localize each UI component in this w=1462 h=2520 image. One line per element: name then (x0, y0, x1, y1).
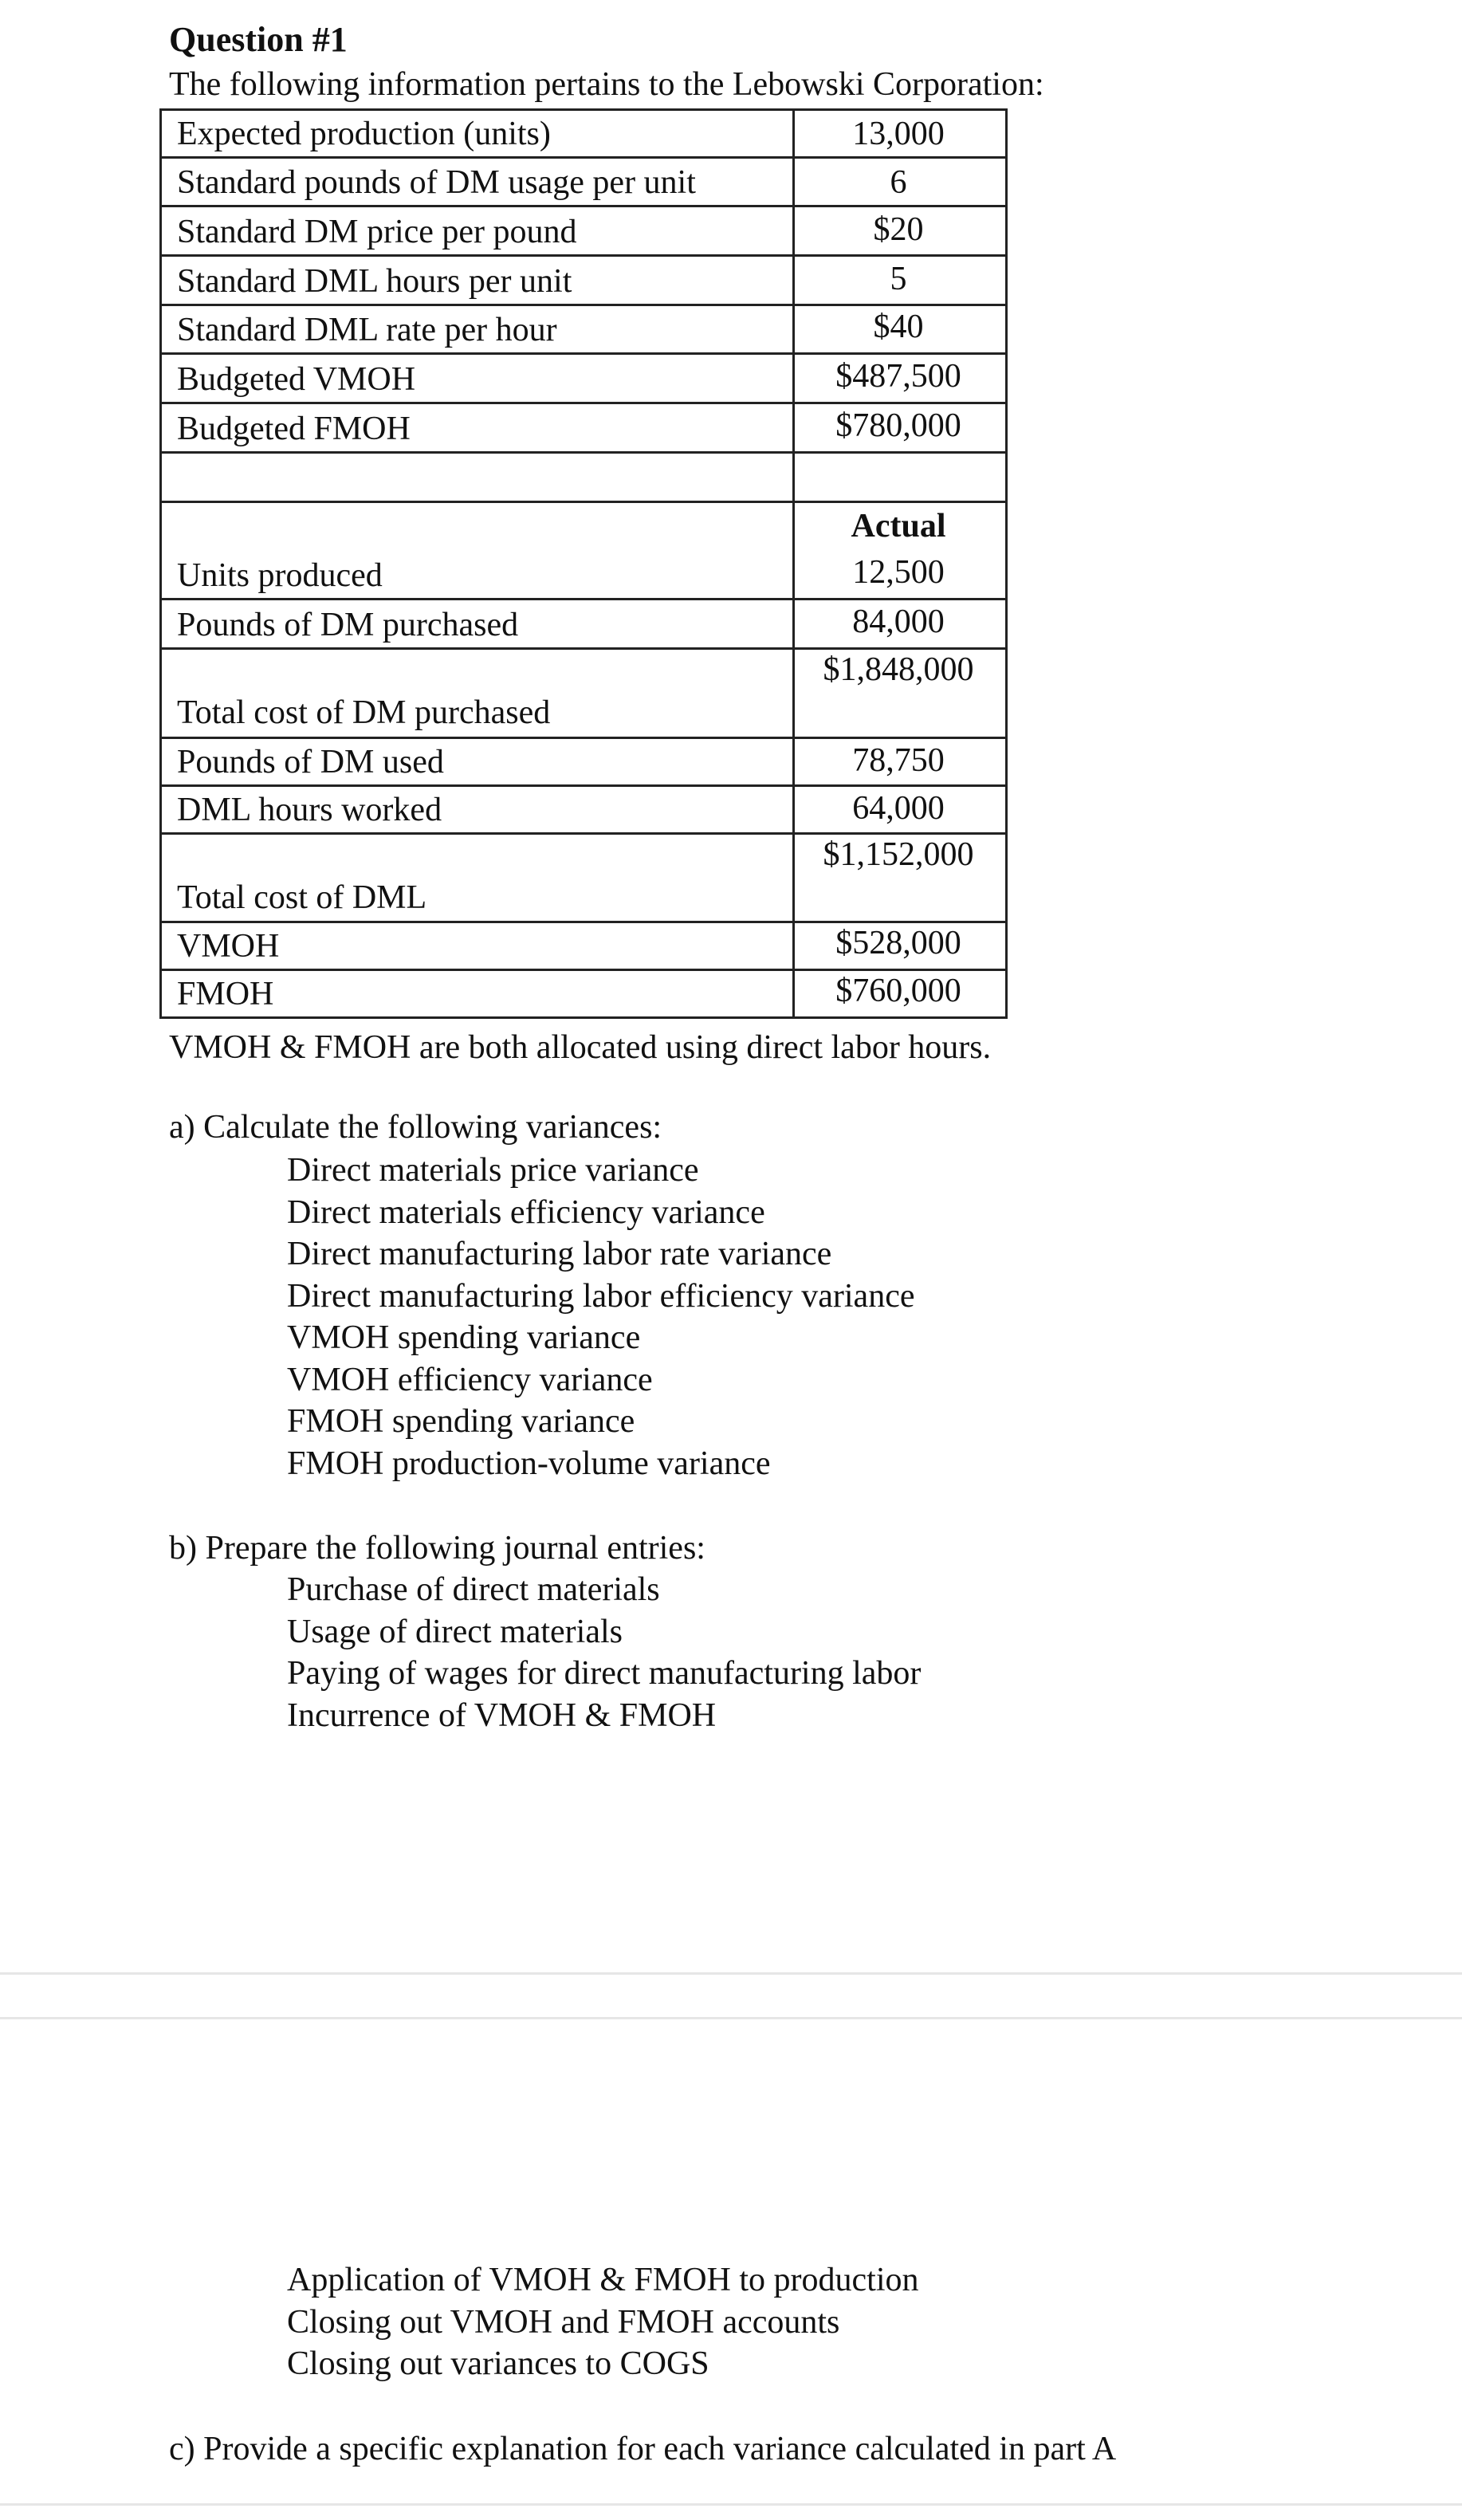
page-divider (0, 2503, 1462, 2506)
table-rule (159, 1016, 1008, 1019)
row-value-total-cost-dm: $1,848,000 (823, 651, 974, 688)
data-table (159, 108, 1008, 1019)
part-b-list-continued (287, 2259, 919, 2385)
table-border-left (159, 108, 162, 1019)
row-label-dml-hours: DML hours worked (177, 792, 442, 828)
row-value-budgeted-fmoh: $780,000 (835, 407, 961, 444)
row-value-dm-used: 78,750 (852, 742, 945, 779)
list-item: VMOH efficiency variance (287, 1361, 653, 1398)
row-value-std-dml-hours: 5 (890, 261, 907, 297)
part-a-list (287, 1150, 914, 1484)
list-item: Incurrence of VMOH & FMOH (287, 1696, 717, 1734)
table-rule (159, 451, 1008, 454)
list-item: Direct manufacturing labor rate variance (287, 1236, 832, 1272)
list-item: Closing out variances to COGS (287, 2345, 709, 2382)
row-value-dml-hours: 64,000 (852, 790, 945, 827)
row-label-total-cost-dml: Total cost of DML (177, 879, 427, 916)
row-value-fmoh: $760,000 (835, 973, 961, 1009)
list-item: Usage of direct materials (287, 1613, 623, 1650)
row-value-std-dml-rate: $40 (873, 309, 924, 345)
list-item: Paying of wages for direct manufacturing labor (287, 1655, 922, 1692)
row-label-total-cost-dm: Total cost of DM purchased (177, 694, 551, 731)
row-value-vmoh: $528,000 (835, 925, 961, 961)
page-divider (0, 1972, 1462, 1975)
row-label-expected-production: Expected production (units) (177, 116, 551, 152)
actual-column-header: Actual (851, 508, 946, 544)
part-c-heading: c) Provide a specific explanation for each variance calculated in part A (169, 2431, 1117, 2467)
row-value-dm-purchased: 84,000 (852, 603, 945, 640)
row-value-units-produced: 12,500 (852, 554, 945, 591)
list-item: Purchase of direct materials (287, 1571, 660, 1608)
table-border-right (1005, 108, 1008, 1019)
list-item: Direct manufacturing labor efficiency variance (287, 1277, 915, 1315)
row-value-budgeted-vmoh: $487,500 (835, 358, 961, 395)
intro-text: The following information pertains to the Lebowski Corporation: (169, 66, 1044, 103)
row-label-std-pounds: Standard pounds of DM usage per unit (177, 164, 696, 201)
list-item: Application of VMOH & FMOH to production (287, 2262, 919, 2298)
row-label-budgeted-vmoh: Budgeted VMOH (177, 361, 416, 398)
table-rule (159, 108, 1008, 111)
table-rule (159, 156, 1008, 159)
row-value-std-dm-price: $20 (873, 211, 924, 248)
row-label-vmoh: VMOH (177, 928, 280, 965)
list-item: Direct materials efficiency variance (287, 1193, 765, 1231)
row-label-std-dml-hours: Standard DML hours per unit (177, 263, 572, 300)
row-value-std-pounds: 6 (890, 164, 907, 201)
list-item: VMOH spending variance (287, 1319, 641, 1356)
part-b-list (287, 1569, 921, 1736)
list-item: FMOH spending variance (287, 1403, 635, 1440)
table-rule (159, 501, 1008, 503)
row-label-dm-purchased: Pounds of DM purchased (177, 607, 519, 643)
part-b-heading: b) Prepare the following journal entries: (169, 1530, 705, 1567)
page-divider (0, 2017, 1462, 2019)
list-item: Closing out VMOH and FMOH accounts (287, 2303, 840, 2341)
row-label-dm-used: Pounds of DM used (177, 744, 444, 780)
row-label-fmoh: FMOH (177, 976, 274, 1012)
list-item: FMOH production-volume variance (287, 1445, 771, 1482)
row-label-std-dml-rate: Standard DML rate per hour (177, 312, 557, 348)
row-label-units-produced: Units produced (177, 557, 383, 594)
row-value-total-cost-dml: $1,152,000 (823, 836, 974, 873)
row-value-expected-production: 13,000 (852, 116, 945, 152)
row-label-budgeted-fmoh: Budgeted FMOH (177, 411, 411, 447)
part-a-heading: a) Calculate the following variances: (169, 1109, 662, 1146)
question-title: Question #1 (169, 20, 348, 59)
allocation-note: VMOH & FMOH are both allocated using direct labor hours. (169, 1029, 992, 1066)
list-item: Direct materials price variance (287, 1152, 699, 1189)
row-label-std-dm-price: Standard DM price per pound (177, 214, 577, 250)
